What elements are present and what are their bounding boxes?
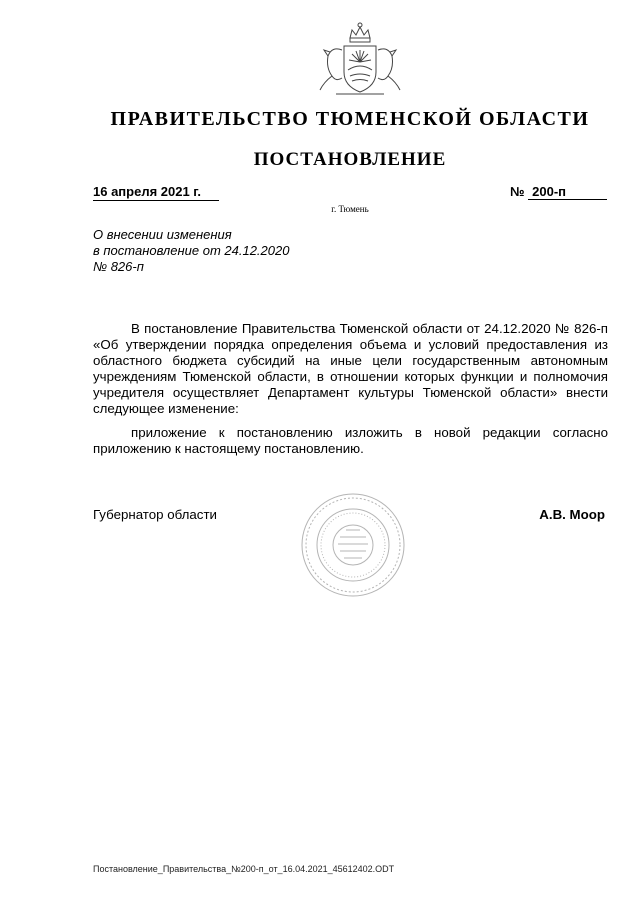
official-seal-stamp (300, 492, 406, 598)
document-type-title: ПОСТАНОВЛЕНИЕ (253, 149, 447, 170)
subject-line: № 826-п (93, 259, 144, 274)
number-value: 200-п (528, 184, 607, 200)
city-label: г. Тюмень (331, 204, 369, 214)
government-title: ПРАВИТЕЛЬСТВО ТЮМЕНСКОЙ ОБЛАСТИ (110, 108, 590, 130)
subject-line: в постановление от 24.12.2020 (93, 243, 290, 258)
document-subject (93, 227, 289, 275)
body-paragraph: приложение к постановлению изложить в новой редакции согласно приложению к настоящему постановлению. (93, 425, 608, 456)
signer-name: А.В. Моор (539, 507, 605, 522)
document-date: 16 апреля 2021 г. (93, 184, 219, 201)
document-body (93, 321, 608, 465)
number-sign: № (510, 184, 525, 199)
document-number (510, 184, 607, 200)
coat-of-arms-emblem (314, 20, 406, 100)
signer-position: Губернатор области (93, 507, 217, 522)
footer-filename: Постановление_Правительства_№200-п_от_16.04.2021_45612402.ODT (93, 864, 395, 874)
subject-line: О внесении изменения (93, 227, 232, 242)
body-paragraph: В постановление Правительства Тюменской области от 24.12.2020 № 826-п «Об утверждении порядка определения объема и условий предоставления из областного бюджета субсидий на иные цели государственным автономным учреждениям Тюменской области, в отношении которых функции и полномочия учредителя осуществляет Департамент культуры Тюменской области» внести следующее изменение: (93, 321, 608, 416)
